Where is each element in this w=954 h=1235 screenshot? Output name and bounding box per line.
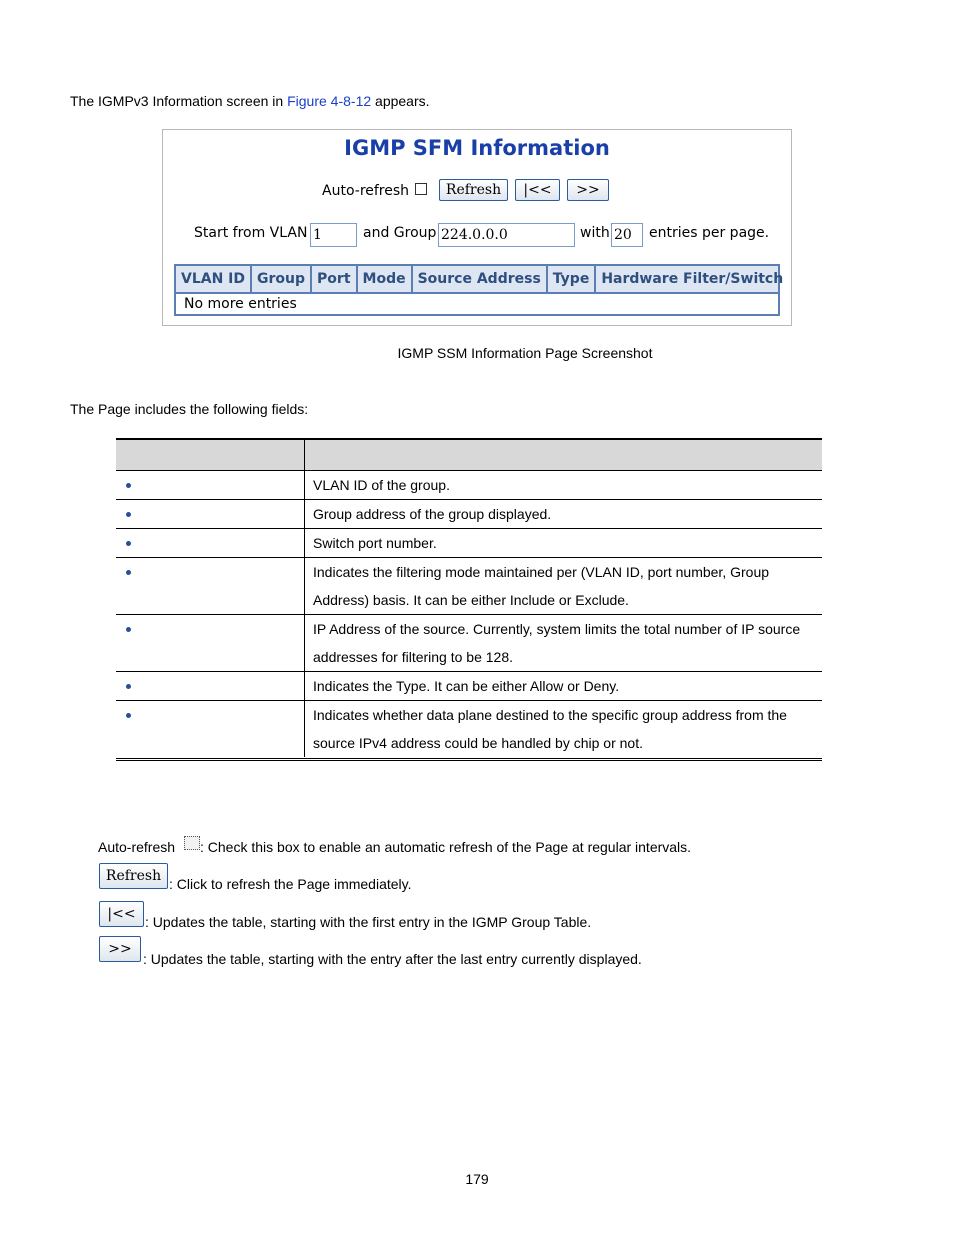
auto-refresh-label: Auto-refresh: [322, 183, 410, 199]
field-description: Indicates whether data plane destined to the specific group address from the source IPv4 address could be handled by chip or not.: [313, 707, 787, 751]
bullet-icon: [126, 713, 131, 718]
intro-text: [70, 93, 430, 109]
object-header: [116, 439, 305, 471]
empty-row: No more entries: [184, 296, 297, 312]
next-page-button[interactable]: >>: [567, 179, 609, 201]
bullet-icon: [126, 684, 131, 689]
page-number: 179: [465, 1171, 489, 1187]
field-object-cell: [116, 701, 305, 758]
legend-next-text: : Updates the table, starting with the entry after the last entry currently displayed.: [143, 951, 642, 967]
field-description: Group address of the group displayed.: [305, 500, 823, 529]
entries-per-page-input[interactable]: 20: [611, 223, 643, 247]
igmp-column-header: Mode: [358, 266, 413, 292]
field-row: [116, 529, 822, 558]
field-row: [116, 701, 822, 758]
fields-intro: The Page includes the following fields:: [70, 401, 309, 417]
legend-auto-refresh-text: : Check this box to enable an automatic refresh of the Page at regular intervals.: [200, 839, 692, 855]
igmp-column-header: Group: [252, 266, 312, 292]
legend-next-button: >>: [99, 936, 141, 962]
field-object-cell: [116, 529, 305, 558]
figure-link[interactable]: Figure 4-8-12: [287, 93, 372, 109]
bullet-icon: [126, 541, 131, 546]
field-object-cell: [116, 672, 305, 701]
igmp-column-header: Type: [548, 266, 597, 292]
legend-refresh-button: Refresh: [99, 863, 168, 889]
field-row: [116, 500, 822, 529]
field-description: IP Address of the source. Currently, system limits the total number of IP source addresses for filtering to be 128.: [305, 615, 823, 672]
bullet-icon: [126, 627, 131, 632]
start-vlan-input[interactable]: 1: [310, 223, 357, 247]
field-description: Indicates the Type. It can be either Allow or Deny.: [305, 672, 823, 701]
bullet-icon: [126, 570, 131, 575]
igmp-column-header: Hardware Filter/Switch: [601, 271, 784, 287]
legend-auto-refresh-label: Auto-refresh: [98, 839, 176, 855]
screenshot-title: IGMP SFM Information: [344, 136, 610, 160]
field-object-cell: [116, 471, 305, 500]
first-page-button[interactable]: |<<: [515, 179, 560, 201]
table-end-rule: [116, 758, 822, 761]
start-vlan-label: Start from VLAN: [194, 225, 308, 241]
and-group-label: and Group: [363, 225, 437, 241]
with-label: with: [580, 225, 610, 241]
description-header: [305, 439, 823, 471]
field-object-cell: [116, 558, 305, 615]
field-row: [116, 615, 822, 672]
fields-table-header: [116, 439, 822, 471]
intro-prefix: The IGMPv3 Information screen in: [70, 93, 288, 109]
field-description: Indicates the filtering mode maintained per (VLAN ID, port number, Group Address) basis. It can be either Include or Exclude.: [305, 558, 823, 615]
legend-first-button: |<<: [99, 901, 144, 927]
field-description: VLAN ID of the group.: [305, 471, 823, 500]
fields-table: [116, 438, 822, 757]
field-description: Switch port number.: [305, 529, 823, 558]
igmp-sfm-screenshot: [162, 129, 792, 326]
auto-refresh-checkbox[interactable]: [415, 183, 427, 195]
field-object-cell: [116, 615, 305, 672]
igmp-column-header: VLAN ID: [176, 266, 252, 292]
field-object-cell: [116, 500, 305, 529]
refresh-button[interactable]: Refresh: [439, 179, 508, 201]
entries-per-page-label: entries per page.: [649, 225, 770, 241]
field-row: [116, 471, 822, 500]
field-row: [116, 558, 822, 615]
legend-refresh-text: : Click to refresh the Page immediately.: [169, 876, 412, 892]
igmp-column-header: Source Address: [413, 266, 548, 292]
igmp-table-header: [176, 266, 784, 294]
igmp-column-header: Port: [312, 266, 357, 292]
figure-caption: IGMP SSM Information Page Screenshot: [397, 345, 653, 361]
field-row: [116, 672, 822, 701]
intro-suffix: appears.: [371, 93, 430, 109]
igmp-sfm-table: [174, 264, 784, 316]
legend-first-text: : Updates the table, starting with the first entry in the IGMP Group Table.: [145, 914, 592, 930]
bullet-icon: [126, 483, 131, 488]
legend-auto-refresh-checkbox: [184, 836, 200, 850]
group-input[interactable]: 224.0.0.0: [438, 223, 575, 247]
legend-auto-refresh: [98, 839, 175, 855]
bullet-icon: [126, 512, 131, 517]
